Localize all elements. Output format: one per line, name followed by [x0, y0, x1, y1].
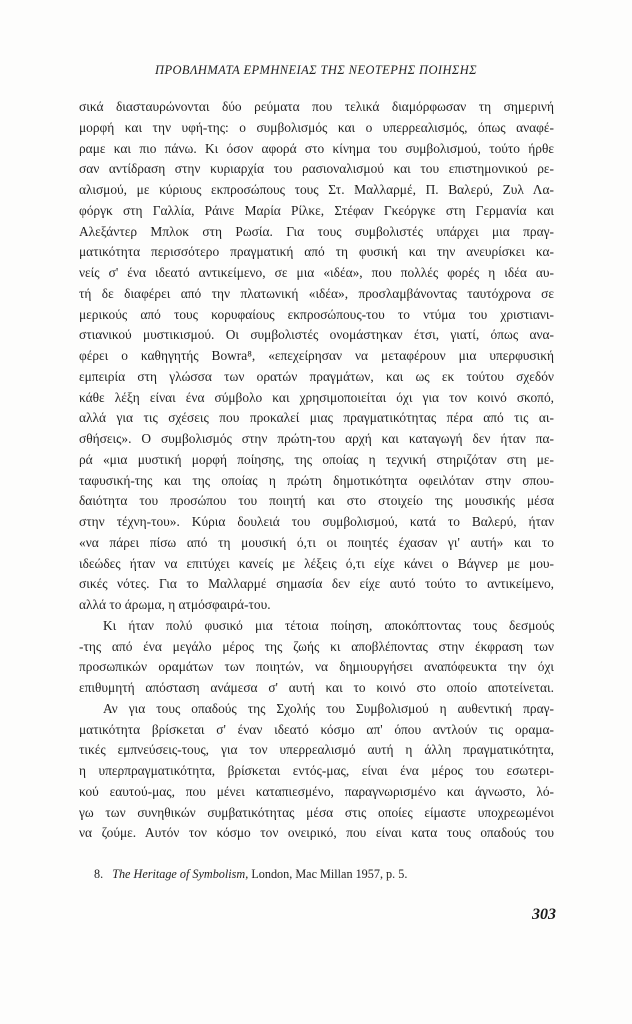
text-line: ματικότητα βρίσκεται σ' έναν ιδεατό κόσμο απ' όπου αντλούν τις οραμα- — [79, 721, 554, 737]
text-line: φέρει ο καθηγητής Bowra⁸, «επεχείρησαν να μεταφέρουν μια υπερφυσική — [79, 348, 554, 363]
page-number: 303 — [532, 906, 556, 923]
body-text — [79, 97, 554, 844]
text-line: εμπειρία στη γλώσσα των ορατών πραγμάτων, και ως εκ τούτου σχεδόν — [79, 368, 554, 384]
text-line: σθήσεις». Ο συμβολισμός στην πρώτη-του αρχή και καταγωγή δεν ήταν πα- — [79, 431, 554, 446]
text-line: ραμε και πιο πάνω. Κι όσον αφορά στο κίνημα του συμβολισμού, τούτο ήρθε — [79, 140, 554, 156]
text-line: σικές νότες. Για το Μαλλαρμέ σημασία δεν είχε αυτό τούτο το αντικείμενο, — [79, 576, 554, 592]
footnote-book-title: The Heritage of Symbolism, — [112, 867, 249, 881]
text-line: η υπερπραγματικότητα, βρίσκεται εντός-μας, είναι ένα μέρος του εσωτερι- — [79, 763, 554, 778]
text-line: να ζούμε. Αυτόν τον κόσμο τον ονειρικό, που είναι κατα τους οπαδούς του — [79, 825, 554, 841]
text-line: ρά «μια μυστική μορφή ποίησης, της οποίας η τεχνική στηριζόταν στη με- — [79, 451, 554, 467]
paragraph-last-line: αλλά το άρωμα, η ατμόσφαιρά-του. — [79, 597, 271, 612]
text-line: κού εαυτού-μας, που μένει καταπιεσμένο, παραγνωρισμένο και άγνωστο, λό- — [79, 783, 554, 799]
text-line: ματικότητα περισσότερο πραγματική από τη φυσική και την ανευρίσκει κα- — [79, 244, 554, 260]
text-line: τή δε διαφέρει από την πλατωνική «ιδέα», προσλαμβάνοντας ταυτόχρονα σε — [79, 285, 554, 301]
footnote-citation: London, Mac Millan 1957, p. 5. — [251, 867, 408, 881]
text-line: φόργκ στη Γαλλία, Ράινε Μαρία Ρίλκε, Στέφαν Γκεόργκε στη Γερμανία και — [79, 202, 554, 218]
text-line: γω των συνηθικών συμβατικότητας μέσα στις οποίες είμαστε υποχρεωμένοι — [79, 804, 554, 820]
text-line: στην τέχνη-του». Κύρια δουλειά του συμβολισμού, κατά το Βαλερύ, ήταν — [79, 514, 554, 529]
text-line: «να πάρει πίσω από τη μουσική ό,τι οι ποιητές έχασαν γι' αυτή» και το — [79, 534, 554, 550]
footnote-number: 8. — [94, 867, 104, 881]
text-line: σικά διασταυρώνονται δύο ρεύματα που τελικά διαμόρφωσαν τη σημερινή — [79, 99, 554, 114]
text-line: αλλά για τις σχέσεις που προκαλεί μιας πραγματικότητας πέρα από τις αι- — [79, 410, 554, 426]
text-line: στιανικού μυστικισμού. Οι συμβολιστές ονομάστηκαν έτσι, γιατί, όπως ανα- — [79, 327, 554, 343]
text-line: Αλεξάντερ Μπλοκ στη Ρωσία. Για τους συμβολιστές υπάρχει μια πραγ- — [79, 223, 554, 239]
text-line: μορφή και την υφή-της: ο συμβολισμός και ο υπερρεαλισμός, όπως αναφέ- — [79, 119, 554, 135]
text-line: ιδεώδες ήταν να επιτύχει κανείς με λέξεις ό,τι είχε κάνει ο Βάγνερ με μου- — [79, 555, 554, 571]
paragraph-first-line: Αν για τους οπαδούς της Σχολής του Συμβολισμού η αυθεντική πραγ- — [103, 700, 554, 716]
paragraph-last-line: επιθυμητή απόσταση ανάμεσα σ' αυτή και το κοινό στο οποίο αποτείνεται. — [79, 680, 554, 695]
text-line: τικές εμπνεύσεις-τους, για τον υπερρεαλισμό αυτή η άλλη πραγματικότητα, — [79, 742, 554, 758]
text-line: δαιότητα του προσώπου του ποιητή και στο στοιχείο της μουσικής μέσα — [79, 493, 554, 509]
text-line: -της από ένα μεγάλο μέρος της ζωής κι αποβλέποντας στην έκφραση των — [79, 638, 554, 654]
text-line: κάθε λέξη είναι ένα σύμβολο και χρησιμοποιείται όχι για τον κοινό σκοπό, — [79, 389, 554, 405]
text-line: ταφυσική-της και της οποίας η πρώτη δημοτικότητα οφειλόταν στην σπου- — [79, 472, 554, 488]
paragraph-first-line: Κι ήταν πολύ φυσικό μια τέτοια ποίηση, αποκόπτοντας τους δεσμούς — [103, 617, 554, 633]
text-line: προσωπικών οραμάτων των ποιητών, να δημιουργήσει αναπόφευκτα την όχι — [79, 659, 554, 675]
text-line: αλισμού, με κύριους εκπροσώπους τους Στ. Μαλλαρμέ, Π. Βαλερύ, Ζυλ Λα- — [79, 182, 554, 197]
running-head: ΠΡΟΒΛΗΜΑΤΑ ΕΡΜΗΝΕΙΑΣ ΤΗΣ ΝΕΟΤΕΡΗΣ ΠΟΙΗΣΗΣ — [155, 63, 477, 77]
footnote — [94, 867, 554, 882]
text-line: σαν αντίδραση στην κυριαρχία του ρασιοναλισμού και του επιστημονικού ρε- — [79, 161, 554, 177]
text-line: νείς σ' ένα ιδεατό αντικείμενο, σε μια «ιδέα», που πολλές φορές η ιδέα αυ- — [79, 265, 554, 280]
text-line: μερικούς από τους κορυφαίους εκπροσώπους-του το ντύμα του χριστιανι- — [79, 306, 554, 322]
